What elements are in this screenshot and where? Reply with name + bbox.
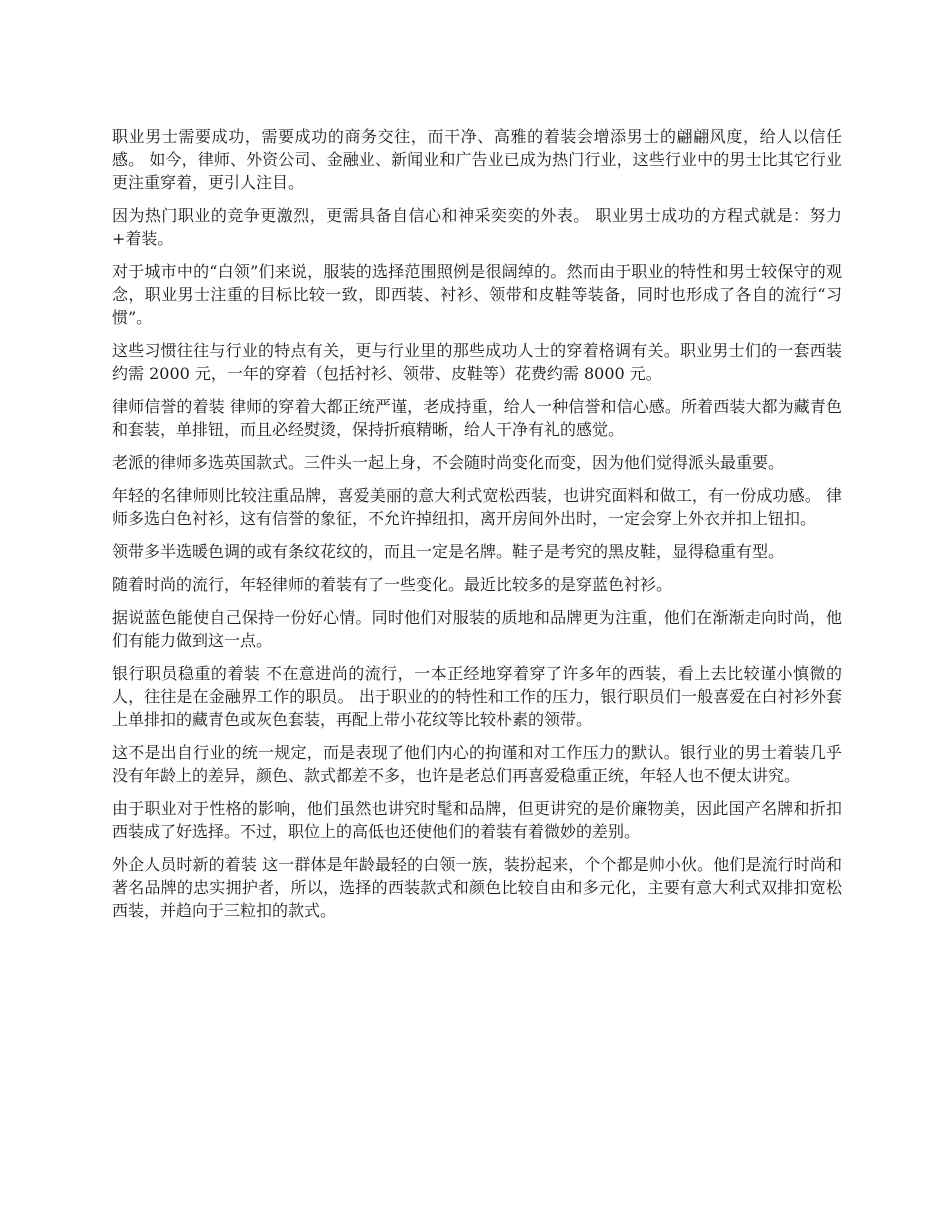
paragraph-3: 对于城市中的“白领”们来说，服装的选择范围照例是很阔绰的。然而由于职业的特性和男士较保守的观念，职业男士注重的目标比较一致，即西装、衬衫、领带和皮鞋等装备，同时也形成了各自的流行“习惯”。 <box>112 262 842 327</box>
paragraph-6: 老派的律师多选英国款式。三件头一起上身，不会随时尚变化而变，因为他们觉得派头最重要。 <box>112 453 785 472</box>
paragraph-11: 银行职员稳重的着装 不在意进尚的流行，一本正经地穿着穿了许多年的西装，看上去比较谨小慎微的人，往往是在金融界工作的职员。 出于职业的的特性和工作的压力，银行职员们一般喜爱在白衬衫外套上单排扣的藏青色或灰色套装，再配上带小花纹等比较朴素的领带。 <box>112 664 842 729</box>
paragraph-2: 因为热门职业的竞争更激烈，更需具备自信心和神采奕奕的外表。 职业男士成功的方程式就是：努力+着装。 <box>112 206 842 248</box>
paragraph-5: 律师信誉的着装 律师的穿着大都正统严谨，老成持重，给人一种信誉和信心感。所着西装大都为藏青色和套装，单排钮，而且必经熨烫，保持折痕精晰，给人干净有礼的感觉。 <box>112 397 842 439</box>
paragraph-10: 据说蓝色能使自己保持一份好心情。同时他们对服装的质地和品牌更为注重，他们在渐渐走向时尚，他们有能力做到这一点。 <box>112 608 842 650</box>
paragraph-7: 年轻的名律师则比较注重品牌，喜爱美丽的意大利式宽松西装，也讲究面料和做工，有一份成功感。 律师多选白色衬衫，这有信誉的象征，不允许掉纽扣，离开房间外出时，一定会穿上外衣并扣上钮扣。 <box>112 486 842 528</box>
paragraph-8: 领带多半选暖色调的或有条纹花纹的，而且一定是名牌。鞋子是考究的黑皮鞋，显得稳重有型。 <box>112 542 785 561</box>
paragraph-1: 职业男士需要成功，需要成功的商务交往，而干净、高雅的着装会增添男士的翩翩风度，给人以信任感。 如今，律师、外资公司、金融业、新闻业和广告业已成为热门行业，这些行业中的男士比其它行业更注重穿着，更引人注目。 <box>112 127 842 192</box>
paragraph-13: 由于职业对于性格的影响，他们虽然也讲究时髦和品牌，但更讲究的是价廉物美，因此国产名牌和折扣西装成了好选择。不过，职位上的高低也还使他们的着装有着微妙的差别。 <box>112 799 842 841</box>
paragraph-12: 这不是出自行业的统一规定，而是表现了他们内心的拘谨和对工作压力的默认。银行业的男士着装几乎没有年龄上的差异，颜色、款式都差不多，也许是老总们再喜爱稳重正统，年轻人也不便太讲究。 <box>112 743 842 785</box>
paragraph-4: 这些习惯往往与行业的特点有关，更与行业里的那些成功人士的穿着格调有关。职业男士们的一套西装约需 2000 元，一年的穿着（包括衬衫、领带、皮鞋等）花费约需 8000 元。 <box>112 341 842 383</box>
paragraph-9: 随着时尚的流行，年轻律师的着装有了一些变化。最近比较多的是穿蓝色衬衫。 <box>112 575 673 594</box>
document-page <box>112 125 842 932</box>
paragraph-14: 外企人员时新的着装 这一群体是年龄最轻的白领一族，装扮起来，个个都是帅小伙。他们是流行时尚和著名品牌的忠实拥护者，所以，选择的西装款式和颜色比较自由和多元化，主要有意大利式双排扣宽松西装，并趋向于三粒扣的款式。 <box>112 855 842 920</box>
